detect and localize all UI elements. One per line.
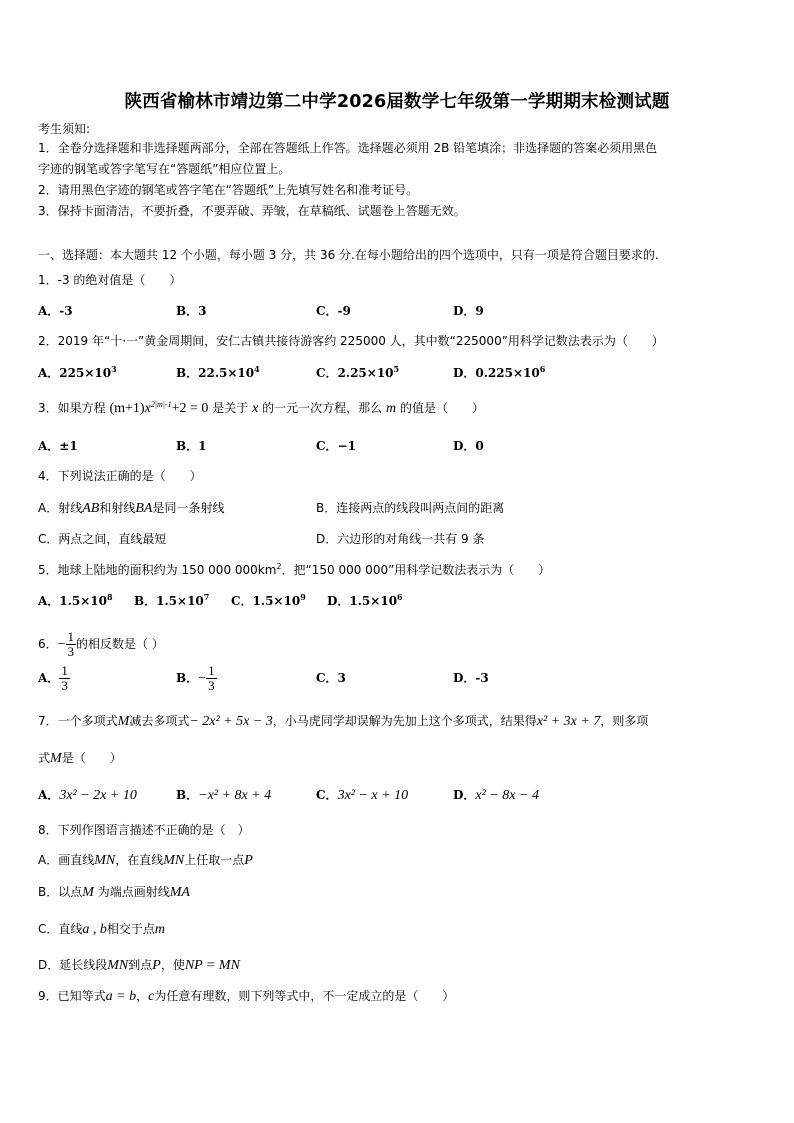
q6-option-c: C．3 — [316, 671, 346, 685]
q2-b-base: B．22.5×10 — [176, 366, 255, 380]
q3-m: m — [386, 401, 397, 416]
q7-b-expr: −x² + 8x + 4 — [198, 788, 272, 803]
q8-c-3: 相交于点 — [106, 922, 155, 936]
q8-d-1: D．延长线段 — [38, 958, 108, 972]
q3-option-c: C．−1 — [316, 439, 356, 453]
q5-b-exp: 7 — [203, 592, 210, 602]
q6-b-label: B． — [176, 671, 199, 685]
q3-eq-1: (m+1) — [109, 401, 145, 416]
q7-d: ，则多项 — [600, 714, 649, 728]
question-1-stem: 1．-3 的绝对值是（ ） — [38, 273, 182, 287]
q5-stem-1: 5．地球上陆地的面积约为 150 000 000km — [38, 563, 277, 577]
q1-option-b: B．3 — [176, 304, 207, 318]
q3-x: x — [252, 401, 259, 416]
q5-b-base: B．1.5×10 — [134, 594, 204, 608]
q5-a-exp: 8 — [106, 592, 113, 602]
q5-d-base: D．1.5×10 — [327, 594, 398, 608]
q2-d-exp: 6 — [539, 364, 546, 374]
q2-option-a — [38, 365, 117, 381]
q8-b-3: 为端点画射线 — [97, 885, 170, 899]
question-4-stem: 4．下列说法正确的是（ ） — [38, 469, 202, 483]
q5-c-base: C．1.5×10 — [231, 594, 301, 608]
q2-a-base: A．225×10 — [38, 366, 112, 380]
q8-d-3: 到点 — [128, 958, 153, 972]
q4-a-3: 和射线 — [99, 501, 136, 515]
q5-stem-exp: 2 — [276, 562, 282, 571]
q2-c-base: C．2.25×10 — [316, 366, 394, 380]
q6-neg: − — [57, 637, 66, 652]
q7-c-label: C． — [316, 788, 338, 802]
q6-option-b — [176, 661, 217, 696]
q7-a-expr: 3x² − 2x + 10 — [59, 788, 137, 803]
q7-c: ，小马虎同学却误解为先加上这个多项式，结果得 — [272, 714, 537, 728]
q3-option-d: D．0 — [453, 439, 484, 453]
notice-line-3: 3．保持卡面清洁，不要折叠，不要弄破、弄皱，在草稿纸、试题卷上答题无效。 — [38, 204, 466, 218]
q6-b-neg: − — [198, 671, 207, 686]
q7-b: 减去多项式 — [129, 714, 190, 728]
q9-c: c — [148, 989, 155, 1004]
q8-d-6: NP = MN — [184, 958, 240, 973]
question-9-stem — [38, 988, 454, 1005]
q2-b-exp: 4 — [254, 364, 260, 374]
q8-d-4: P — [152, 958, 161, 973]
q5-c-exp: 9 — [300, 592, 306, 602]
q7-b-label: B． — [176, 788, 199, 802]
q6-post: 的相反数是（ ） — [76, 637, 164, 651]
q5-option-c — [231, 593, 306, 609]
q5-option-a — [38, 593, 113, 609]
question-7-line-1 — [38, 713, 648, 730]
question-7-line-2 — [38, 750, 122, 767]
q8-option-d — [38, 957, 240, 974]
q3-exp: 2|m|-1 — [150, 400, 172, 409]
q7-line2-M: M — [50, 751, 62, 766]
q8-a-2: MN — [94, 853, 116, 868]
q8-a-3: ，在直线 — [115, 853, 164, 867]
q8-c-1: C．直线 — [38, 922, 83, 936]
q8-c-2: a , b — [82, 922, 107, 937]
q2-d-base: D．0.225×10 — [453, 366, 540, 380]
q6-b-den: 3 — [208, 678, 215, 693]
q3-post: 的值是（ ） — [399, 401, 484, 415]
q4-a-ba: BA — [135, 501, 153, 516]
q7-option-b — [176, 787, 271, 804]
q6-a-label: A． — [38, 671, 60, 685]
q5-option-d — [327, 593, 403, 609]
notice-line-1b: 字迹的钢笔或答字笔写在“答题纸”相应位置上。 — [38, 162, 291, 176]
q2-option-b — [176, 365, 260, 381]
q2-option-d — [453, 365, 545, 381]
q8-b-1: B．以点 — [38, 885, 83, 899]
q7-d-expr: x² − 8x − 4 — [475, 788, 539, 803]
q7-poly-1: − 2x² + 5x − 3 — [189, 714, 273, 729]
question-3-stem — [38, 400, 484, 417]
q9-a: 9．已知等式 — [38, 989, 106, 1003]
q4-option-b: B．连接两点的线段叫两点间的距离 — [316, 501, 505, 515]
q7-option-a — [38, 787, 137, 804]
q1-option-a: A．-3 — [38, 304, 73, 318]
q5-stem-2: ．把“150 000 000”用科学记数法表示为（ ） — [281, 563, 551, 577]
q7-c-expr: 3x² − x + 10 — [337, 788, 409, 803]
page-title: 陕西省榆林市靖边第二中学2026届数学七年级第一学期期末检测试题 — [124, 92, 670, 112]
q3-eq-2: +2 = 0 — [171, 401, 209, 416]
q9-d: 为任意有理数，则下列等式中，不一定成立的是（ ） — [154, 989, 455, 1003]
q5-d-exp: 6 — [397, 592, 403, 602]
q4-a-ab: AB — [82, 501, 100, 516]
q7-line2-a: 式 — [38, 751, 51, 765]
question-8-stem: 8．下列作图语言描述不正确的是（ ） — [38, 823, 250, 837]
q7-option-d — [453, 787, 539, 804]
notice-line-2: 2．请用黑色字迹的钢笔或答字笔在“答题纸”上先填写姓名和准考证号。 — [38, 183, 419, 197]
q8-option-b — [38, 884, 190, 901]
q4-a-1: A．射线 — [38, 501, 83, 515]
q2-a-exp: 3 — [111, 364, 117, 374]
question-5-stem — [38, 562, 550, 578]
q2-option-c — [316, 365, 399, 381]
q6-num: 1 — [67, 629, 75, 644]
section-heading: 一、选择题：本大题共 12 个小题，每小题 3 分，共 36 分.在每小题给出的四个选项中，只有一项是符合题目要求的. — [38, 248, 659, 262]
q7-M: M — [117, 714, 130, 729]
q3-var: x — [144, 401, 151, 416]
q6-a-fraction — [59, 664, 70, 693]
q2-c-exp: 5 — [393, 364, 400, 374]
q6-fraction — [66, 630, 77, 659]
q9-eq: a = b — [105, 989, 137, 1004]
q8-b-4: MA — [169, 885, 190, 900]
q6-option-d: D．-3 — [453, 671, 489, 685]
q6-a-num: 1 — [61, 663, 68, 678]
q7-line2-b: 是（ ） — [61, 751, 122, 765]
q3-option-b: B．1 — [176, 439, 207, 453]
q6-b-num: 1 — [208, 663, 215, 678]
notice-heading: 考生须知: — [38, 122, 91, 136]
q8-a-1: A．画直线 — [38, 853, 95, 867]
q4-option-d: D．六边形的对角线一共有 9 条 — [316, 532, 485, 546]
notice-line-1a: 1．全卷分选择题和非选择题两部分，全部在答题纸上作答。选择题必须用 2B 铅笔填涂；非选择题的答案必须用黑色 — [38, 141, 658, 155]
q1-option-d: D．9 — [453, 304, 484, 318]
q5-option-b — [134, 593, 209, 609]
q6-option-a — [38, 661, 70, 695]
q6-a-den: 3 — [61, 678, 68, 693]
q4-option-a — [38, 500, 224, 517]
q3-mid: 是关于 — [212, 401, 249, 415]
question-2-stem: 2．2019 年“十·一”黄金周期间，安仁古镇共接待游客约 225000 人，其中数“225000”用科学记数法表示为（ ） — [38, 334, 664, 348]
q7-option-c — [316, 787, 408, 804]
q3-mid2: 的一元一次方程，那么 — [262, 401, 383, 415]
q8-option-a — [38, 852, 253, 869]
q8-c-4: m — [154, 922, 166, 937]
q8-a-5: 上任取一点 — [184, 853, 245, 867]
q7-a: 7．一个多项式 — [38, 714, 118, 728]
q4-a-5: 是同一条射线 — [152, 501, 225, 515]
q1-option-c: C．-9 — [316, 304, 351, 318]
q6-b-fraction — [206, 664, 217, 693]
q6-den: 3 — [67, 644, 75, 659]
q3-pre: 3．如果方程 — [38, 401, 106, 415]
q7-poly-2: x² + 3x + 7 — [536, 714, 601, 729]
q5-a-base: A．1.5×10 — [38, 594, 107, 608]
q8-option-c — [38, 921, 165, 938]
q3-option-a: A．±1 — [38, 439, 78, 453]
question-6-stem — [38, 627, 164, 662]
q7-d-label: D． — [453, 788, 476, 802]
q7-a-label: A． — [38, 788, 60, 802]
q6-pre: 6． — [38, 637, 58, 651]
q4-option-c: C．两点之间，直线最短 — [38, 532, 167, 546]
q9-b: ， — [136, 989, 149, 1003]
q8-b-2: M — [82, 885, 94, 900]
q8-d-5: ，使 — [160, 958, 185, 972]
q8-a-6: P — [244, 853, 253, 868]
q8-d-2: MN — [107, 958, 129, 973]
q8-a-4: MN — [163, 853, 185, 868]
